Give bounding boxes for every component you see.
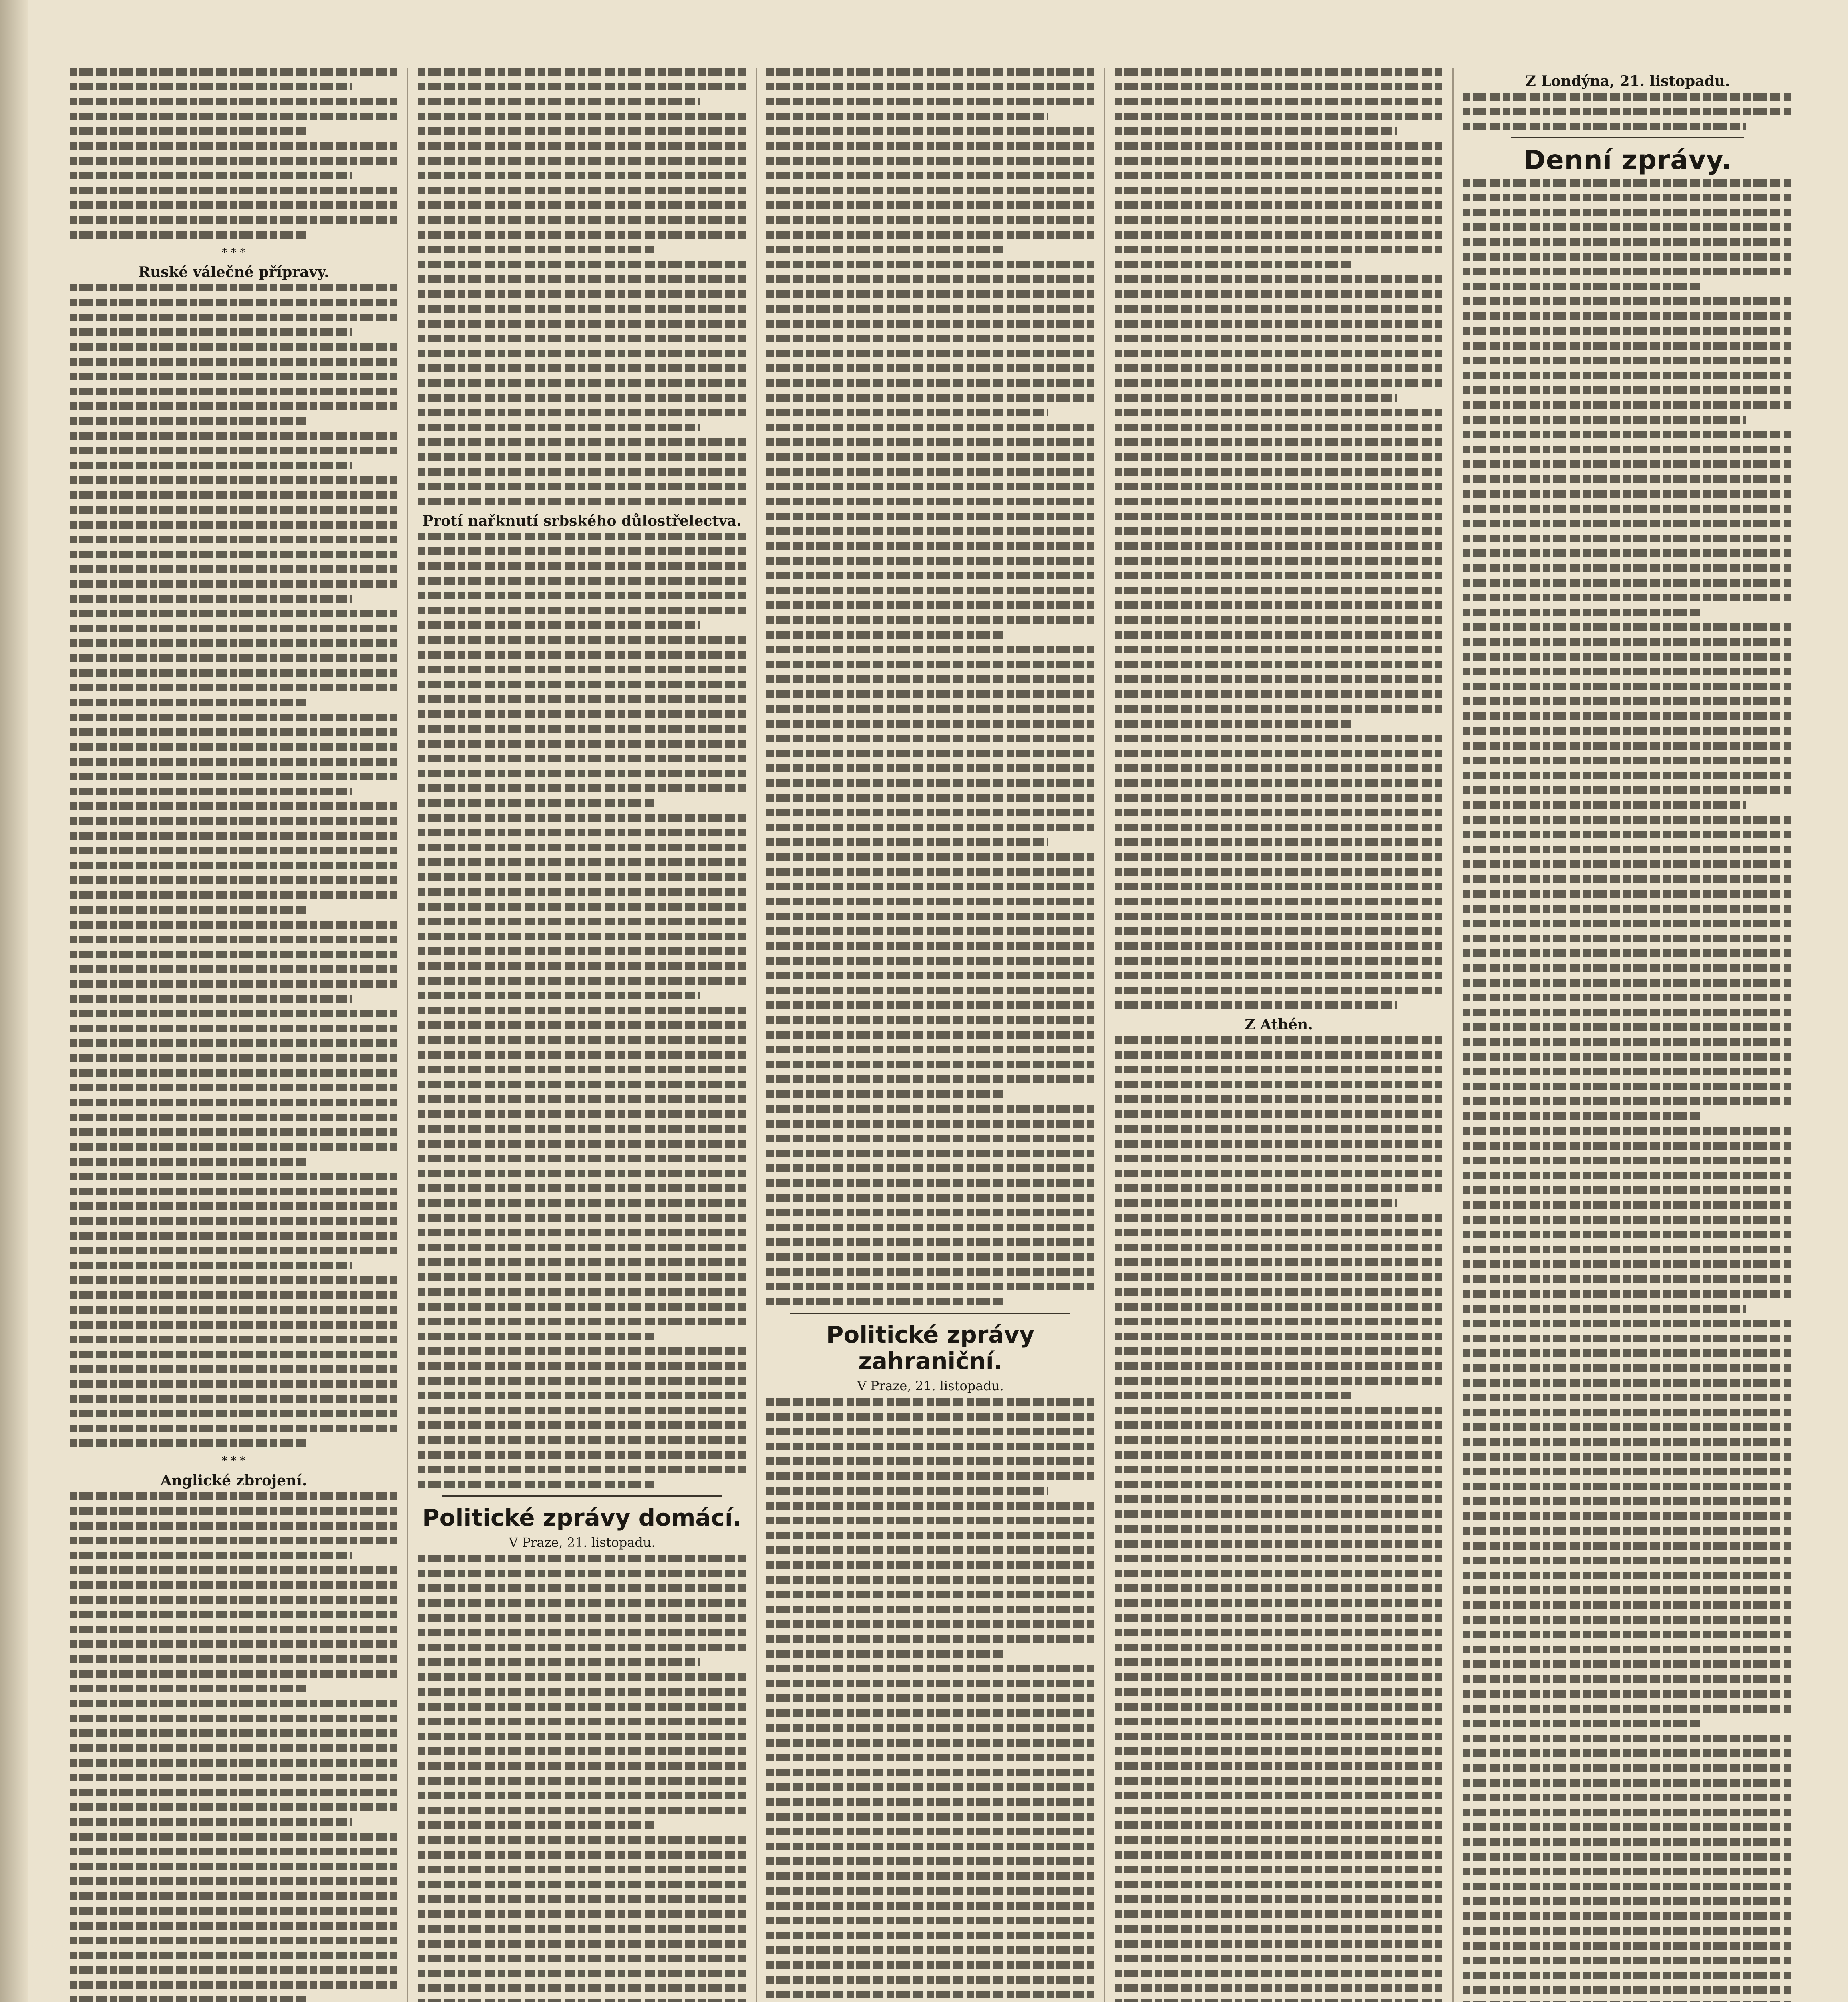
heading-z-athen: Z Athén. bbox=[1245, 1016, 1313, 1033]
section-separator: * * * bbox=[221, 1454, 246, 1467]
section-rule bbox=[790, 1313, 1070, 1314]
heading-protinarknuti: Protí nařknutí srbského důlostřelectva. bbox=[422, 513, 742, 529]
heading-anglicke-zbrojeni: Anglické zbrojení. bbox=[160, 1472, 307, 1489]
text-columns bbox=[60, 68, 1802, 2002]
scan-binding-edge bbox=[0, 0, 28, 2002]
section-dateline: V Praze, 21. listopadu. bbox=[509, 1535, 656, 1550]
column-1 bbox=[60, 68, 408, 2002]
column-2 bbox=[408, 68, 757, 2002]
heading-ruske-valecne-pripravy: Ruské válečné přípravy. bbox=[138, 264, 329, 281]
section-title-politicke-zpravy-zahranicni: Politické zprávy zahraniční. bbox=[826, 1321, 1035, 1375]
section-rule bbox=[1511, 137, 1744, 138]
section-title-politicke-zpravy-domaci: Politické zprávy domácí. bbox=[422, 1504, 742, 1531]
section-rule bbox=[442, 1495, 722, 1497]
section-dateline: V Praze, 21. listopadu. bbox=[857, 1378, 1004, 1393]
column-4 bbox=[1105, 68, 1454, 2002]
section-title-denni-zpravy: Denní zprávy. bbox=[1524, 145, 1732, 175]
heading-z-londyna: Z Londýna, 21. listopadu. bbox=[1525, 73, 1730, 90]
column-3 bbox=[757, 68, 1105, 2002]
column-5 bbox=[1454, 68, 1802, 2002]
section-separator: * * * bbox=[221, 246, 246, 259]
